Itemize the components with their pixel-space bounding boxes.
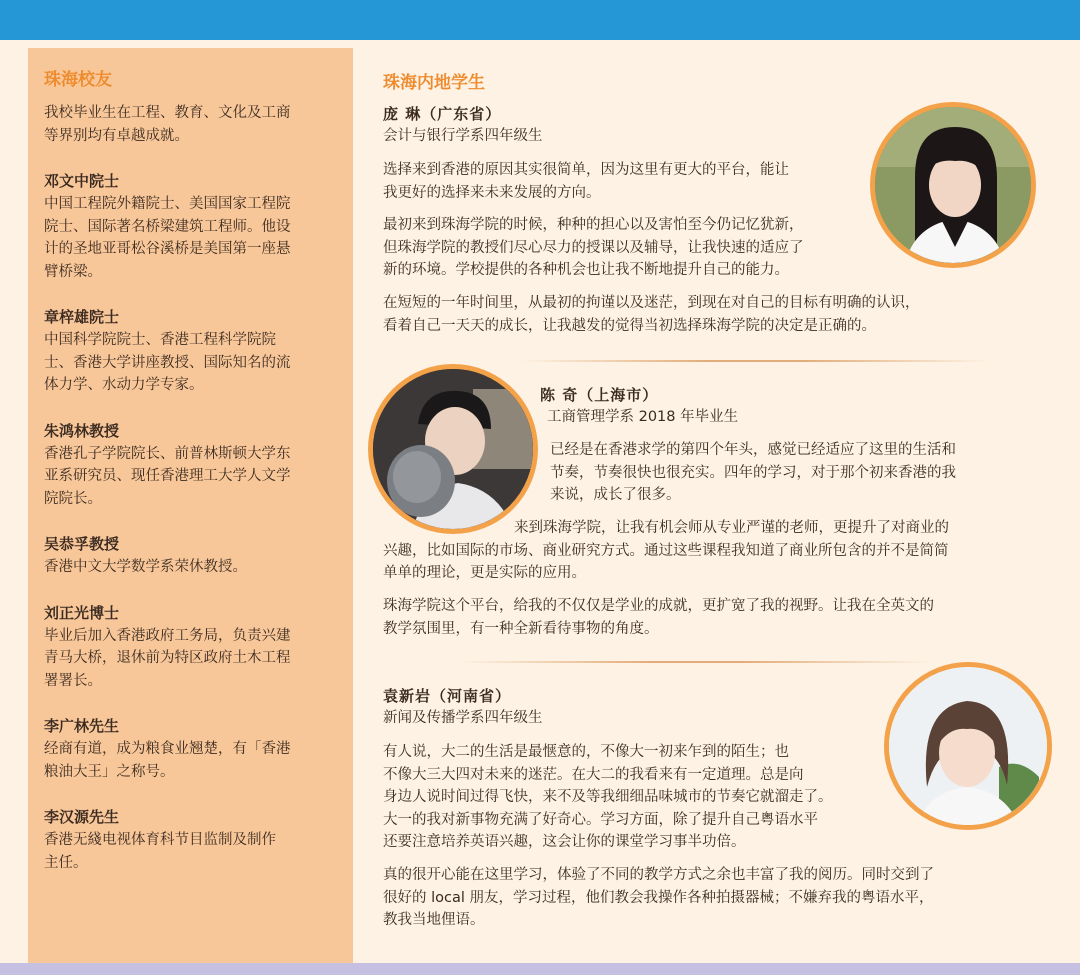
alumni-description-line: 体力学、水动力学专家。 — [44, 377, 204, 393]
alumni-entry — [44, 419, 334, 511]
student-2-photo — [368, 364, 538, 534]
alumni-description-line: 计的圣地亚哥松谷溪桥是美国第一座悬 — [44, 241, 291, 257]
alumni-name: 李汉源先生 — [44, 808, 120, 826]
student-1-portrait-icon — [875, 107, 1031, 263]
student-1-photo — [870, 102, 1036, 268]
student-1-dept: 会计与银行学系四年级生 — [383, 128, 543, 144]
alumni-description-line: 士、香港大学讲座教授、国际知名的流 — [44, 354, 291, 371]
alumni-list — [44, 169, 334, 874]
student-3-name: 袁新岩（河南省） — [383, 687, 512, 705]
alumni-name: 朱鸿林教授 — [44, 421, 120, 440]
alumni-description-line: 香港孔子学院院长、前普林斯顿大学东 — [44, 445, 291, 462]
students-title: 珠海内地学生 — [383, 73, 485, 93]
bottom-banner — [0, 963, 1080, 975]
alumni-name: 刘正光博士 — [44, 603, 120, 622]
student-3-portrait-icon — [889, 667, 1047, 825]
student-2-name: 陈 奇（上海市） — [540, 386, 659, 404]
alumni-description-line: 院士、国际著名桥梁建筑工程师。他设 — [44, 218, 291, 235]
student-2-para-3: 珠海学院这个平台，给我的不仅仅是学业的成就，更扩宽了我的视野。让我在全英文的 教学氛围里，有一种全新看待事物的角度。 — [383, 598, 934, 637]
alumni-description-line: 中国科学院院士、香港工程科学院院 — [44, 332, 276, 348]
student-1-para-2: 最初来到珠海学院的时候，种种的担心以及害怕至今仍记忆犹新， 但珠海学院的教授们尽心尽力的授课以及辅导，让我快速的适应了 新的环境。学校提供的各种机会也让我不断地提升自己的能力。 — [383, 217, 804, 278]
divider-2 — [460, 661, 930, 663]
alumni-description-line: 中国工程院外籍院士、美国国家工程院 — [44, 196, 291, 212]
alumni-description-line: 毕业后加入香港政府工务局，负责兴建 — [44, 627, 291, 644]
student-2-para-2: 来到珠海学院，让我有机会师从专业严谨的老师，更提升了对商业的 兴趣，比如国际的市场、商业研究方式。通过这些课程我知道了商业所包含的并不是简简 单单的理论，更是实际的应用。 — [383, 520, 949, 581]
alumni-description-line: 香港无綫电视体育科节目监制及制作 — [44, 832, 276, 848]
alumni-entry — [44, 714, 334, 783]
top-banner — [0, 0, 1080, 40]
alumni-description-line: 香港中文大学数学系荣休教授。 — [44, 559, 247, 575]
alumni-description-line: 粮油大王」之称号。 — [44, 763, 175, 780]
student-2-portrait-icon — [373, 369, 533, 529]
alumni-name: 李广林先生 — [44, 717, 120, 735]
alumni-entry — [44, 601, 334, 693]
student-2-para-1: 已经是在香港求学的第四个年头，感觉已经适应了这里的生活和 节奏，节奏很快也很充实。四年的学习，对于那个初来香港的我 来说，成长了很多。 — [550, 442, 956, 503]
alumni-name: 章梓雄院士 — [44, 308, 120, 326]
divider-1 — [520, 360, 990, 362]
student-3-para-1: 有人说，大二的生活是最惬意的，不像大一初来乍到的陌生；也 不像大三大四对未来的迷茫。在大二的我看来有一定道理。总是向 身边人说时间过得飞快，来不及等我细细品味城市的节奏它就溜走了。 大一的我对新事物充满了好奇心。学习方面，除了提升自己粤语水平 还要注意培养英语兴趣，这会让你的课堂学习事半功倍。 — [383, 744, 833, 850]
alumni-title: 珠海校友 — [44, 70, 112, 90]
student-1-para-3: 在短短的一年时间里，从最初的拘谨以及迷茫，到现在对自己的目标有明确的认识， 看着自己一天天的成长，让我越发的觉得当初选择珠海学院的决定是正确的。 — [383, 295, 920, 334]
alumni-name: 吴恭孚教授 — [44, 535, 120, 553]
student-3-dept: 新闻及传播学系四年级生 — [383, 710, 543, 726]
student-3-para-2: 真的很开心能在这里学习，体验了不同的教学方式之余也丰富了我的阅历。同时交到了 很好的 local 朋友，学习过程，他们教会我操作各种拍摄器械；不嫌弃我的粤语水平， 教我当地俚语。 — [383, 867, 934, 928]
alumni-description-line: 臂桥梁。 — [44, 263, 102, 280]
alumni-name: 邓文中院士 — [44, 172, 120, 190]
alumni-panel — [28, 48, 353, 963]
student-1-para-1: 选择来到香港的原因其实很简单，因为这里有更大的平台，能让 我更好的选择来未来发展的方向。 — [383, 162, 789, 201]
alumni-intro: 我校毕业生在工程、教育、文化及工商 等界别均有卓越成就。 — [44, 105, 291, 144]
alumni-description-line: 主任。 — [44, 854, 88, 871]
student-3-photo — [884, 662, 1052, 830]
alumni-entry — [44, 532, 334, 579]
alumni-description-line: 经商有道，成为粮食业翘楚，有「香港 — [44, 741, 291, 757]
alumni-description-line: 青马大桥，退休前为特区政府土木工程 — [44, 650, 291, 666]
alumni-description-line: 院院长。 — [44, 490, 102, 507]
alumni-entry — [44, 305, 334, 397]
alumni-entry — [44, 805, 334, 874]
alumni-description-line: 署署长。 — [44, 672, 102, 689]
alumni-description-line: 亚系研究员、现任香港理工大学人文学 — [44, 468, 291, 484]
student-2-dept: 工商管理学系 2018 年毕业生 — [547, 409, 739, 425]
student-1-name: 庞 琳（广东省） — [383, 105, 502, 123]
alumni-entry — [44, 169, 334, 283]
